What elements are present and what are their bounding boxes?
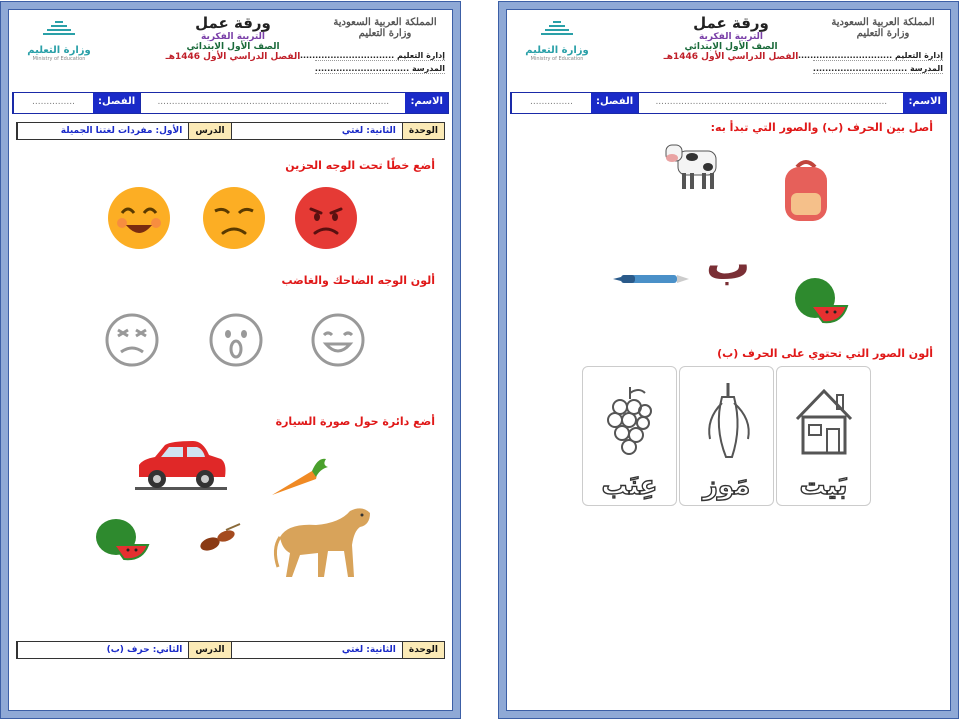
carrot-icon[interactable] <box>270 453 330 499</box>
class-label: الفصل: <box>591 93 638 113</box>
worksheet-page-left <box>1 2 460 718</box>
word-label: مَوز <box>702 471 751 501</box>
question-color-faces: ألون الوجه الضاحك والغاضب <box>281 274 435 287</box>
question-underline-sad: أضع خطًا تحت الوجه الحزين <box>285 159 435 172</box>
question-match-letter: أصل بين الحرف (ب) والصور التي تبدأ به: <box>710 121 933 134</box>
worksheet-title: ورقة عمل <box>693 14 769 32</box>
ksa-emblem-text <box>325 17 445 39</box>
moe-logo-icon <box>539 19 575 41</box>
edu-admin-dots: ............................... <box>299 51 395 60</box>
class-field[interactable]: ............... <box>511 93 591 113</box>
lioness-icon[interactable] <box>270 501 374 581</box>
moe-arabic: وزارة التعليم <box>525 45 589 56</box>
watermelon-icon[interactable] <box>793 274 849 324</box>
ksa-line2: وزارة التعليم <box>358 28 412 39</box>
worksheet-page-right <box>499 2 958 718</box>
school-dots: ............................... <box>314 64 410 73</box>
edu-admin-label: إدارة التعليم <box>894 51 943 60</box>
ksa-line1: المملكة العربية السعودية <box>831 17 935 28</box>
edu-admin-dots: ............................... <box>797 51 893 60</box>
word-label: بَيت <box>799 471 848 501</box>
name-field[interactable]: ................................................................................. <box>140 93 405 113</box>
lesson-key: الدرس <box>188 123 230 139</box>
school-dots: ............................... <box>812 64 908 73</box>
happy-face-icon[interactable] <box>106 185 172 251</box>
unit-key: الوحدة <box>402 642 444 658</box>
unit-value: الثانية: لغتي <box>231 642 402 658</box>
term-label: الفصل الدراسي الأول 1446هـ <box>165 52 301 62</box>
cow-icon[interactable] <box>664 139 720 191</box>
name-field[interactable]: ................................................................................. <box>638 93 903 113</box>
department-label: التربية الفكرية <box>201 32 265 42</box>
moe-english: Ministry of Education <box>530 56 584 62</box>
ksa-emblem-text <box>823 17 943 39</box>
grade-label: الصف الأول الابتدائي <box>186 42 280 52</box>
unit-value: الثانية: لغتي <box>231 123 402 139</box>
dates-icon[interactable] <box>196 522 242 556</box>
name-bar <box>12 92 449 114</box>
lesson-value: الأول: مفردات لغتنا الجميلة <box>17 123 188 139</box>
sad-face-icon[interactable] <box>201 185 267 251</box>
backpack-icon[interactable] <box>781 157 831 223</box>
target-letter: ب <box>706 239 751 290</box>
moe-logo <box>512 19 602 62</box>
name-label: الاسم: <box>405 93 448 113</box>
lesson-value: الثاني: حرف (ب) <box>17 642 188 658</box>
angry-face-outline-icon[interactable] <box>104 312 160 368</box>
school-label: المدرسة <box>411 64 445 73</box>
unit-key: الوحدة <box>402 123 444 139</box>
admin-lines <box>797 51 943 77</box>
word-card-banana[interactable] <box>679 366 774 506</box>
car-icon[interactable] <box>133 437 229 491</box>
house-icon <box>791 385 857 459</box>
moe-logo-icon <box>41 19 77 41</box>
word-card-grapes[interactable] <box>582 366 677 506</box>
moe-logo <box>14 19 104 62</box>
unit-lesson-bar-bottom <box>16 641 445 659</box>
term-label: الفصل الدراسي الأول 1446هـ <box>663 52 799 62</box>
pen-icon[interactable] <box>611 271 691 287</box>
moe-english: Ministry of Education <box>32 56 86 62</box>
name-bar <box>510 92 947 114</box>
lesson-key: الدرس <box>188 642 230 658</box>
question-color-letter: ألون الصور التي تحتوي على الحرف (ب) <box>717 347 933 360</box>
school-label: المدرسة <box>909 64 943 73</box>
word-card-house[interactable] <box>776 366 871 506</box>
moe-arabic: وزارة التعليم <box>27 45 91 56</box>
unit-lesson-bar-top <box>16 122 445 140</box>
admin-lines <box>299 51 445 77</box>
grapes-icon <box>605 385 655 465</box>
class-field[interactable]: ............... <box>13 93 93 113</box>
worksheet-header <box>138 14 328 62</box>
smiling-face-outline-icon[interactable] <box>310 312 366 368</box>
angry-face-icon[interactable] <box>293 185 359 251</box>
name-label: الاسم: <box>903 93 946 113</box>
surprised-face-outline-icon[interactable] <box>208 312 264 368</box>
worksheet-header <box>636 14 826 62</box>
watermelon-icon[interactable] <box>94 515 150 561</box>
class-label: الفصل: <box>93 93 140 113</box>
banana-icon <box>698 379 758 463</box>
ksa-line2: وزارة التعليم <box>856 28 910 39</box>
department-label: التربية الفكرية <box>699 32 763 42</box>
word-label: عِنَب <box>601 471 658 501</box>
edu-admin-label: إدارة التعليم <box>396 51 445 60</box>
ksa-line1: المملكة العربية السعودية <box>333 17 437 28</box>
worksheet-title: ورقة عمل <box>195 14 271 32</box>
question-circle-car: أضع دائرة حول صورة السيارة <box>275 415 435 428</box>
grade-label: الصف الأول الابتدائي <box>684 42 778 52</box>
